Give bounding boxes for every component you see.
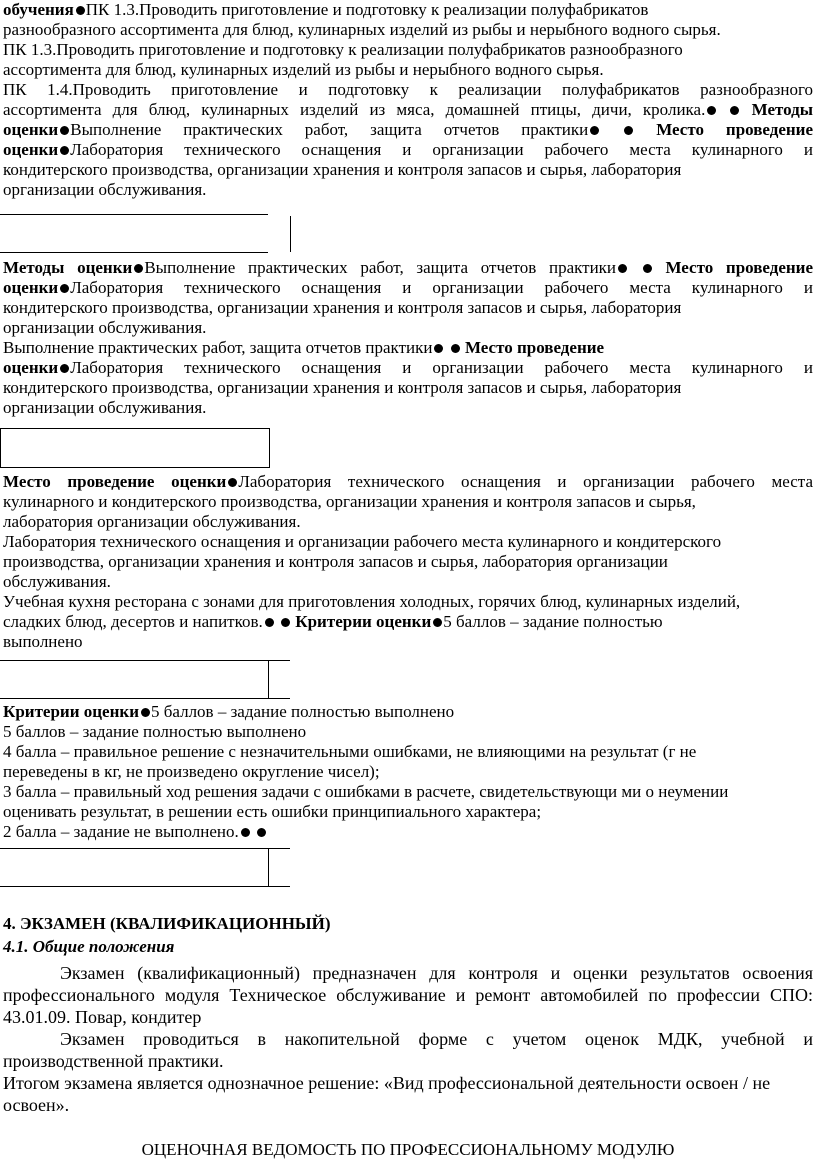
text-line: Лаборатория технического оснащения и организации рабочего места кулинарного и кондитерского (3, 532, 722, 551)
criteria-block (0, 702, 816, 842)
text-line: организации обслуживания. (3, 398, 207, 417)
table-rule (0, 660, 290, 661)
subsection-heading: 4.1. Общие положения (3, 937, 175, 956)
paragraph: Итогом экзамена является однозначное решение: «Вид профессиональной деятельности освоен / не освоен». (3, 1073, 771, 1115)
bullet-icon (60, 126, 69, 135)
bullet-icon (451, 344, 460, 353)
text-line: 2 балла – задание не выполнено. (0, 822, 816, 842)
bullet-icon (76, 6, 85, 15)
bullet-icon (281, 618, 290, 627)
location-block (0, 472, 816, 652)
text-line: выполнено (3, 632, 83, 651)
bullet-icon (730, 106, 739, 115)
text-line: оценивать результат, в решении есть ошибки принципиального характера; (3, 802, 542, 821)
text-line: Выполнение практических работ, защита отчетов практики Место проведение (3, 338, 605, 357)
text-line: кондитерского производства, организации хранения и контроля запасов и сырья, лаборатория (3, 298, 682, 317)
text-line: организации обслуживания. (3, 180, 207, 199)
text-line: Методы оценки Выполнение практических работ, защита отчетов практики Место проведение (3, 258, 814, 277)
bullet-icon (265, 618, 274, 627)
bullet-icon (643, 264, 652, 273)
table-rule (268, 660, 269, 698)
bullet-icon (624, 126, 633, 135)
bullet-icon (134, 264, 143, 273)
table-rule (0, 886, 290, 887)
text-line: кондитерского производства, организации хранения и контроля запасов и сырья, лаборатория (3, 378, 682, 397)
bullet-icon (60, 284, 69, 293)
text-line: разнообразного ассортимента для блюд, кулинарных изделий из рыбы и нерыбного водного сырья. (3, 20, 721, 39)
bullet-icon (241, 828, 250, 837)
methods-block (0, 258, 816, 418)
bullet-icon (590, 126, 599, 135)
table-rule (0, 848, 290, 849)
text-line: ассортимента для блюд, кулинарных изделий из рыбы и нерыбного водного сырья. (3, 60, 604, 79)
section-heading: 4. ЭКЗАМЕН (КВАЛИФИКАЦИОННЫЙ) (3, 914, 331, 933)
bullet-icon (434, 344, 443, 353)
text-line: Место проведение оценки Лаборатория технического оснащения и организации рабочего места (3, 472, 813, 491)
text-line: кулинарного и кондитерского производства, организации хранения и контроля запасов и сырья, (3, 492, 696, 511)
text-line: оценки Лаборатория технического оснащения и организации рабочего места кулинарного и (3, 140, 813, 159)
bullet-icon (433, 618, 442, 627)
table-rule (0, 252, 268, 253)
text-line: сладких блюд, десертов и напитков. Критерии оценки 5 баллов – задание полностью (3, 612, 663, 631)
text-line: оценки Лаборатория технического оснащения и организации рабочего места кулинарного и (3, 278, 813, 297)
text-line: обучения ПК 1.3.Проводить приготовление и подготовку к реализации полуфабрикатов (3, 0, 649, 19)
table-rule (0, 214, 268, 215)
text-line: ассортимента для блюд, кулинарных изделий из мяса, домашней птицы, дичи, кролика. Методы (3, 100, 814, 119)
text-line: кондитерского производства, организации хранения и контроля запасов и сырья, лаборатория (3, 160, 682, 179)
bullet-icon (141, 708, 150, 717)
text-line: оценки Лаборатория технического оснащения и организации рабочего места кулинарного и (3, 358, 813, 377)
text-line: переведены в кг, не произведено округление чисел); (3, 762, 380, 781)
bullet-icon (60, 364, 69, 373)
text-line: ПК 1.4.Проводить приготовление и подготовку к реализации полуфабрикатов разнообразного (3, 80, 813, 99)
text-line: оценки Выполнение практических работ, защита отчетов практики Место проведение (3, 120, 814, 139)
text-line: ПК 1.3.Проводить приготовление и подготовку к реализации полуфабрикатов разнообразного (3, 40, 683, 59)
text-line: Критерии оценки 5 баллов – задание полностью выполнено (3, 702, 455, 721)
text-line: лаборатория организации обслуживания. (3, 512, 301, 531)
paragraph: Экзамен (квалификационный) предназначен для контроля и оценки результатов освоения профессионального модуля Техническое обслуживание и ремонт автомобилей по профессии СПО: 43.01.09. Повар, кондитер (3, 963, 813, 1027)
bullet-icon (618, 264, 627, 273)
table-rule (0, 698, 290, 699)
paragraph: Экзамен проводиться в накопительной форме с учетом оценок МДК, учебной и производственной практики. (3, 1029, 813, 1071)
text-line: 5 баллов – задание полностью выполнено (3, 722, 307, 741)
bullet-icon (707, 106, 716, 115)
text-line: 4 балла – правильное решение с незначительными ошибками, не влияющими на результат (г не (3, 742, 697, 761)
bullet-icon (257, 828, 266, 837)
table-rule (290, 216, 291, 252)
bullet-icon (60, 146, 69, 155)
bullet-icon (228, 478, 237, 487)
text-line: производства, организации хранения и контроля запасов и сырья, лаборатория организации (3, 552, 668, 571)
table-cell-box (0, 428, 270, 468)
text-line: организации обслуживания. (3, 318, 207, 337)
competencies-block (0, 0, 816, 200)
text-line: обслуживания. (3, 572, 111, 591)
text-line: Учебная кухня ресторана с зонами для приготовления холодных, горячих блюд, кулинарных изделий, (3, 592, 741, 611)
table-rule (268, 848, 269, 886)
exam-text (0, 962, 816, 1116)
text-line: 3 балла – правильный ход решения задачи с ошибками в расчете, свидетельствующи ми о неумении (3, 782, 729, 801)
statement-title: ОЦЕНОЧНАЯ ВЕДОМОСТЬ ПО ПРОФЕССИОНАЛЬНОМУ МОДУЛЮ (141, 1140, 675, 1159)
